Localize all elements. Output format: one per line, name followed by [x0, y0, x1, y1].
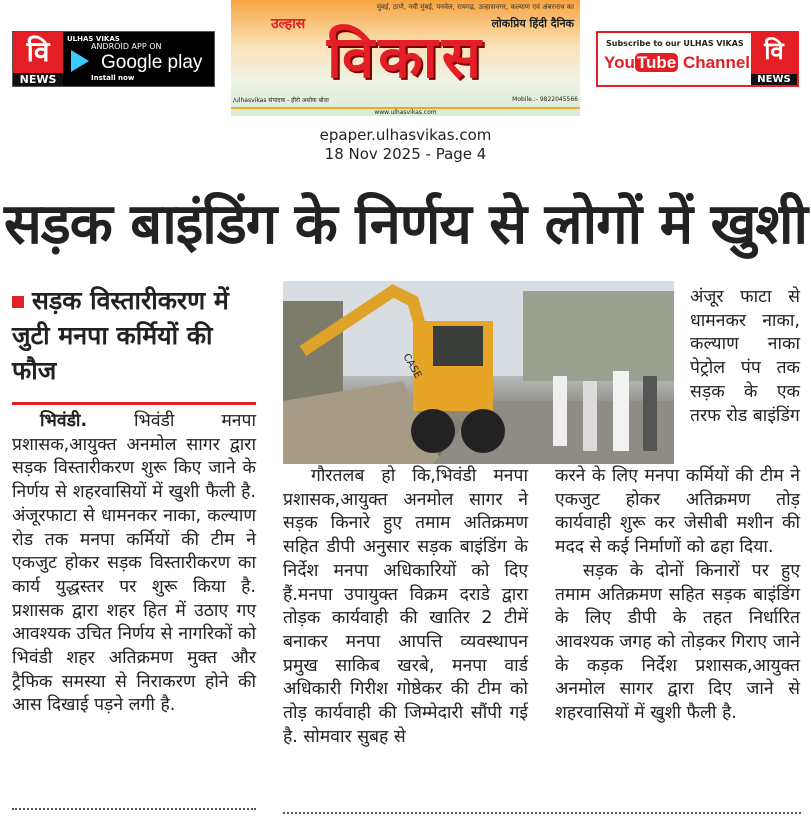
divider: [283, 812, 801, 814]
article-column-3-top: अंजूर फाटा से धामनकर नाका, कल्याण नाका पेट्रोल पंप तक सड़क के एक तरफ रोड बाइंडिंग: [690, 287, 800, 426]
subheadline: सड़क विस्तारीकरण में जुटी मनपा कर्मियों की फौज: [12, 286, 229, 385]
social-handles: /ulhasvikas संपादक - हीरो अशोक बोधा: [233, 97, 329, 104]
brand-label: ULHAS VIKAS: [67, 35, 120, 43]
article-column-3: करने के लिए मनपा कर्मियों की टीम ने एकजुट होकर अतिक्रमण तोड़ कार्यवाही शुरू कर जेसीबी मशीन की मदद से कई निर्माणों को ढहा दिया. सड़क के दोनों किनारों पर हुए तमाम अतिक्रमण सहित सड़क बाइंडिंग के लिए डीपी के तहत निर्धारित आवश्यक जगह को तोड़कर गिराए जाने के कड़क निर्देश प्रशासक,आयुक्त अनमोल सागर द्वारा दिए जाने से शहरवासियों में खुशी फैली है.: [555, 466, 800, 724]
date-page: 18 Nov 2025 - Page 4: [324, 145, 487, 163]
youtube-ad[interactable]: Subscribe to our ULHAS VIKAS You Tube Channel वि NEWS: [596, 31, 799, 87]
epaper-site: epaper.ulhasvikas.com: [319, 126, 492, 144]
youtube-logo: You Tube Channel: [604, 53, 751, 72]
divider: [12, 808, 256, 810]
masthead-title: विकास: [326, 23, 486, 91]
install-label: Install now: [91, 74, 135, 82]
bullet-square: [12, 296, 24, 308]
ulhas-vikas-news-logo: वि NEWS: [13, 32, 63, 86]
dateline: भिवंडी.: [40, 411, 88, 431]
google-play-ad[interactable]: [12, 31, 215, 87]
google-play-icon: [71, 50, 89, 72]
article-photo: [283, 281, 674, 464]
website: www.ulhasvikas.com: [231, 107, 580, 116]
android-label: ANDROID APP ON: [91, 42, 162, 51]
ulhas-vikas-news-logo: वि NEWS: [751, 33, 797, 85]
masthead: मुंबई, ठाणे, नवी मुंबई, पनवेल, रायगढ़, उल्हासनगर, कल्याण एवं अंबरनाथ का लोकप्रिय हिंदी दैनिक उल्हास विकास /ulhasvikas संपादक - हीरो अशोक बोधा Mobile.:- 9822045566 www.ulhasvikas.com: [231, 0, 580, 116]
edition-info: [0, 126, 811, 164]
divider: [12, 402, 256, 405]
headline: सड़क बाइंडिंग के निर्णय से लोगों में खुशी: [3, 192, 808, 257]
article-column-2: गौरतलब हो कि,भिवंडी मनपा प्रशासक,आयुक्त अनमोल सागर ने सड़क किनारे हुए तमाम अतिक्रमण सहित डीपी अनुसार सड़क बाइंडिंग के निर्देश मनपा अधिकारियों को दिए हैं.मनपा उपायुक्त विक्रम दराडे द्वारा तोड़क कार्यवाही की खातिर 2 टीमें बनाकर मनपा आपत्ति व्यवस्थापन प्रमुख साकिब खरबे, मनपा वार्ड अधिकारी गिरीश गोष्ठेकर की टीम को तोड़ कार्यवाही की जिम्मेदारी सौंपी गई है. सोमवार सुबह से: [283, 466, 528, 747]
svg-text:CASE: CASE: [400, 352, 424, 381]
article-column-1: भिवंडी. भिवंडी मनपा प्रशासक,आयुक्त अनमोल सागर द्वारा सड़क विस्तारीकरण शुरू किए जाने के निर्णय से शहरवासियों में खुशी फैली है. अंजूरफाटा से धामनकर नाका, कल्याण रोड तक मनपा कर्मियों की टीम ने एकजुट होकर सड़क विस्तारीकरण का कार्य युद्धस्तर पर शुरू किया है. प्रशासक द्वारा शहर हित में उठाए गए आवश्यक उचित निर्णय से नागरिकों को भिवंडी शहर अतिक्रमण मुक्त और ट्रैफिक समस्या से निराकरण होने की आस दिखाई पड़ने लगी है.: [12, 411, 256, 716]
store-name: Google play: [101, 52, 203, 73]
mobile-number: Mobile.:- 9822045566: [512, 96, 578, 103]
